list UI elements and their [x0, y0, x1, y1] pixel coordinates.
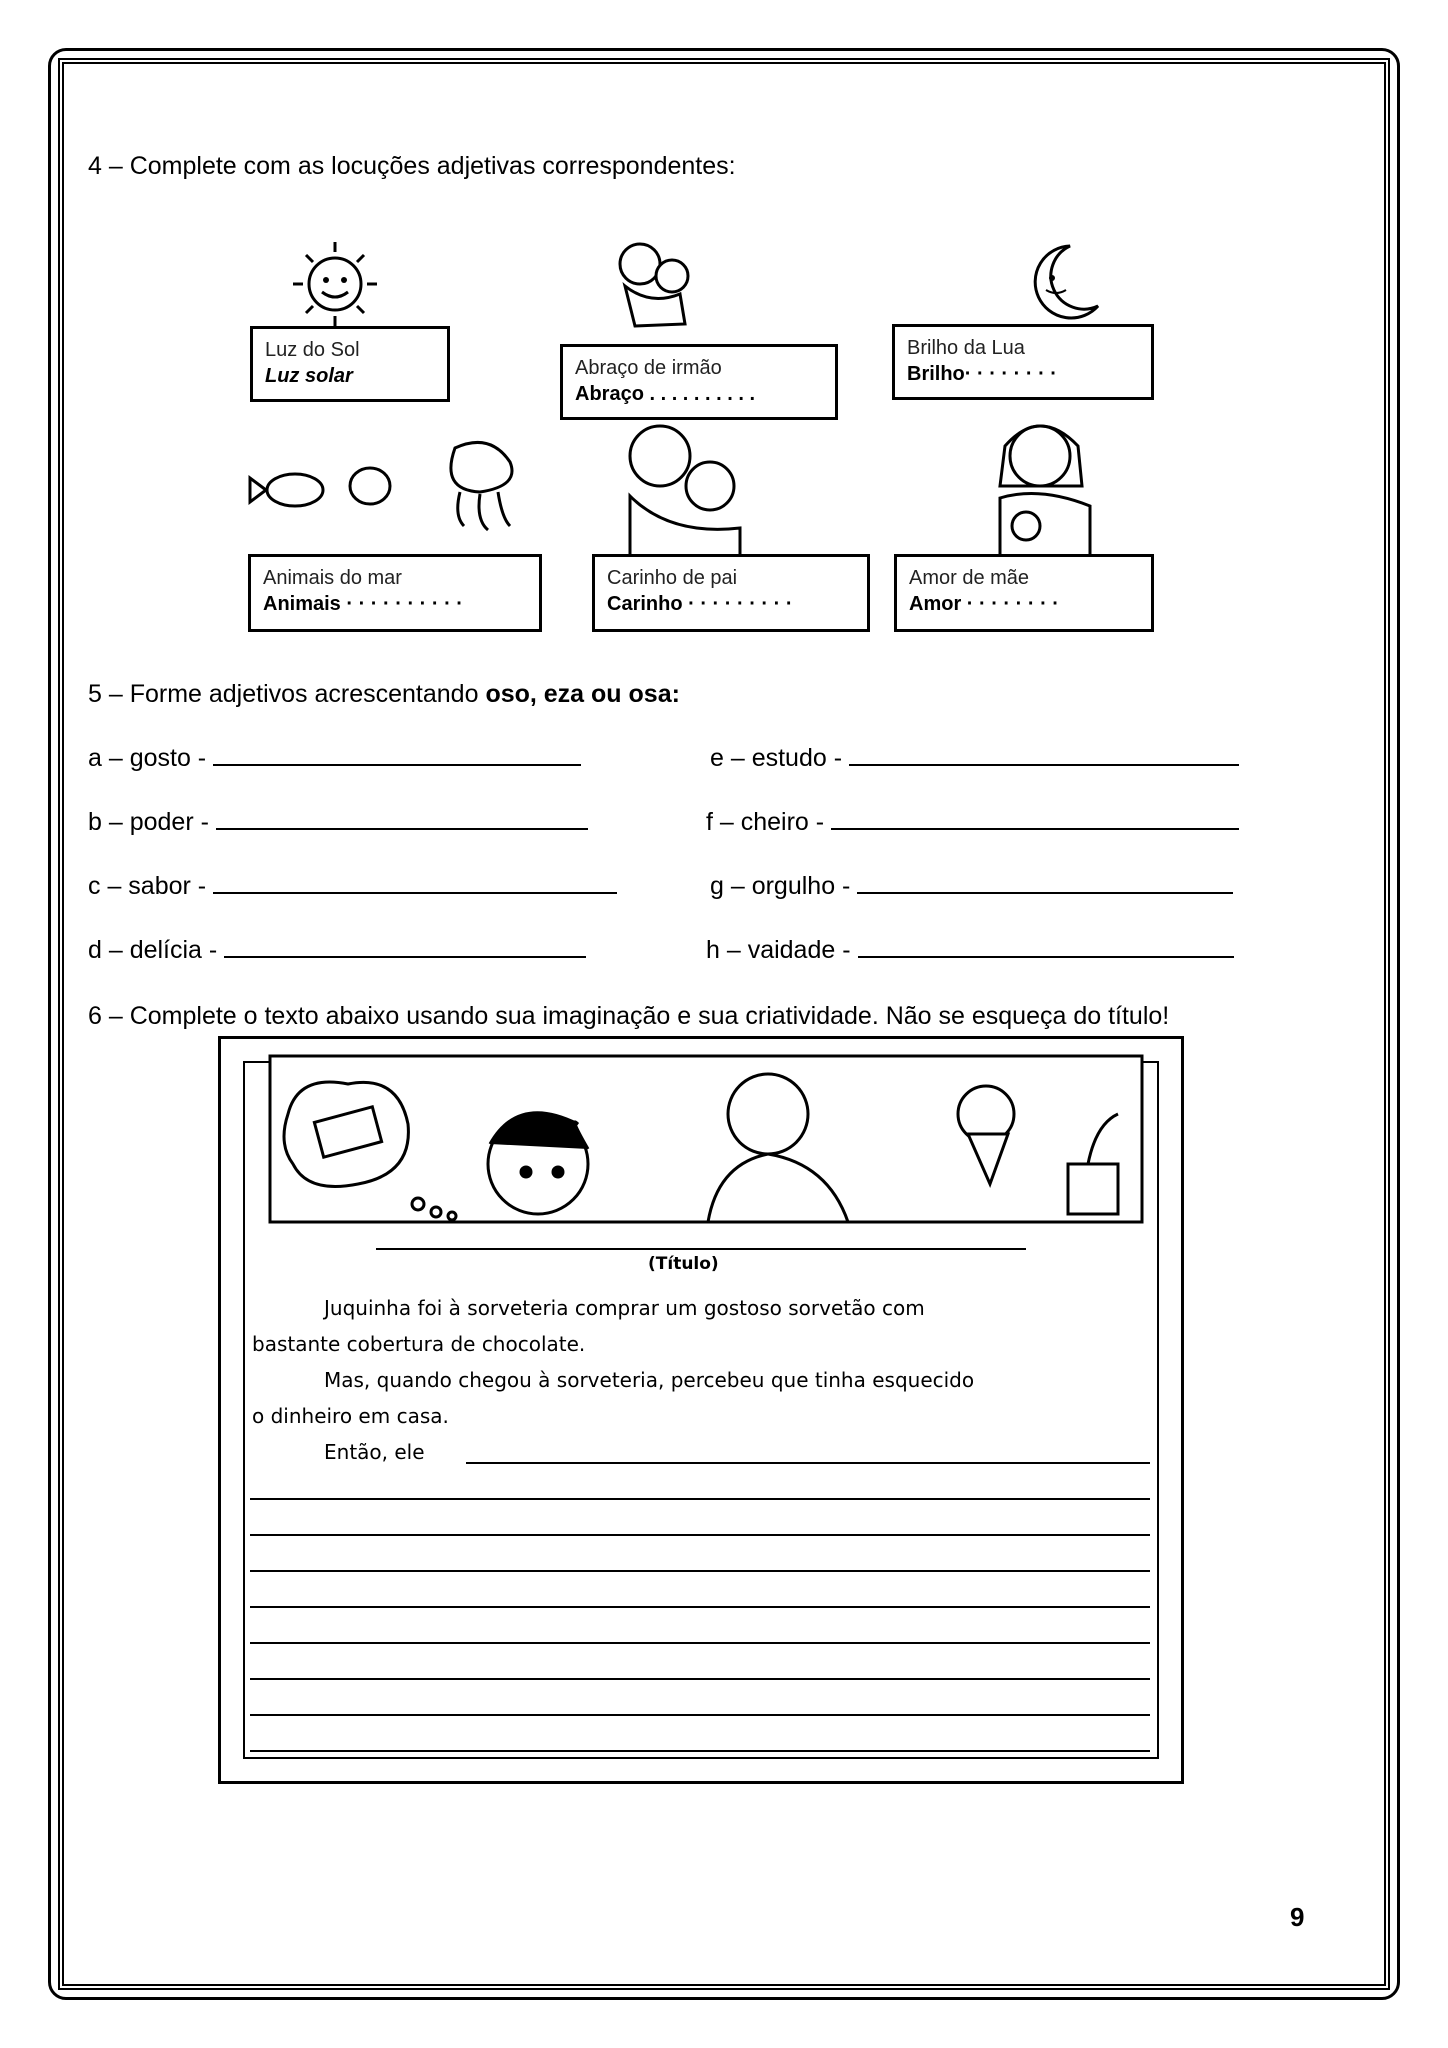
story-paragraph-1b: bastante cobertura de chocolate. [252, 1332, 586, 1356]
card-sun-prompt: Luz do Sol [265, 339, 360, 361]
word-f [706, 808, 1239, 837]
title-label: (Título) [648, 1254, 719, 1274]
card-sea [248, 554, 542, 632]
page-number: 9 [1290, 1902, 1305, 1932]
word-a [88, 744, 581, 773]
word-c-label: c – sabor - [88, 872, 207, 900]
word-c [88, 872, 617, 901]
writing-line[interactable] [250, 1750, 1150, 1752]
moon-icon [1035, 246, 1098, 318]
mother-cat-icon [1000, 426, 1090, 556]
word-d-label: d – delícia - [88, 936, 218, 964]
card-sun [250, 326, 450, 402]
writing-line[interactable] [250, 1642, 1150, 1644]
writing-line[interactable] [250, 1606, 1150, 1608]
story-paragraph-2a: Mas, quando chegou à sorveteria, percebeu que tinha esquecido [324, 1368, 975, 1392]
word-d-blank[interactable] [224, 936, 586, 958]
word-h-blank[interactable] [858, 936, 1234, 958]
sea-animals-icon [250, 442, 512, 530]
card-mother-prompt: Amor de mãe [909, 567, 1030, 589]
card-sea-prompt: Animais do mar [263, 567, 402, 589]
word-g-label: g – orgulho - [710, 872, 851, 900]
card-mother-answer: Amor · · · · · · · · [909, 593, 1059, 615]
word-e-blank[interactable] [849, 744, 1239, 766]
card-father-prompt: Carinho de pai [607, 567, 738, 589]
word-b-blank[interactable] [216, 808, 588, 830]
story-paragraph-2b: o dinheiro em casa. [252, 1404, 449, 1428]
card-moon-answer: Brilho· · · · · · · · [907, 363, 1057, 385]
word-c-blank[interactable] [213, 872, 617, 894]
cartoon-panel [268, 1054, 1144, 1224]
writing-line[interactable] [250, 1678, 1150, 1680]
word-b-label: b – poder - [88, 808, 209, 836]
word-g [710, 872, 1233, 901]
story-paragraph-1a: Juquinha foi à sorveteria comprar um gostoso sorvetão com [324, 1296, 925, 1320]
word-f-blank[interactable] [831, 808, 1239, 830]
word-a-label: a – gosto - [88, 744, 207, 772]
card-sea-answer: Animais · · · · · · · · · · [263, 593, 463, 615]
card-brother-answer: Abraço . . . . . . . . . . [575, 383, 756, 405]
word-f-label: f – cheiro - [706, 808, 825, 836]
card-brother-prompt: Abraço de irmão [575, 357, 722, 379]
word-a-blank[interactable] [213, 744, 581, 766]
writing-line[interactable] [466, 1462, 1150, 1464]
card-sun-answer: Luz solar [265, 365, 353, 387]
question-5 [88, 680, 680, 709]
question-4: 4 – Complete com as locuções adjetivas correspondentes: [88, 152, 736, 180]
word-d [88, 936, 586, 965]
word-e [710, 744, 1239, 773]
question-5-suffixes: oso, eza ou osa: [485, 680, 680, 708]
question-5-text: 5 – Forme adjetivos acrescentando [88, 680, 486, 708]
card-mother [894, 554, 1154, 632]
father-child-icon [630, 426, 740, 556]
card-father [592, 554, 870, 632]
word-g-blank[interactable] [857, 872, 1233, 894]
word-b [88, 808, 588, 837]
title-line[interactable] [376, 1248, 1026, 1250]
writing-line[interactable] [250, 1570, 1150, 1572]
siblings-hug-icon [620, 244, 688, 326]
word-h-label: h – vaidade - [706, 936, 851, 964]
word-h [706, 936, 1234, 965]
sun-icon [293, 242, 377, 326]
boy-icon [488, 1113, 588, 1214]
word-e-label: e – estudo - [710, 744, 843, 772]
question-6: 6 – Complete o texto abaixo usando sua imaginação e sua criatividade. Não se esqueça do título! [88, 1002, 1170, 1030]
card-brother [560, 344, 838, 420]
story-paragraph-3: Então, ele [324, 1440, 425, 1464]
writing-line[interactable] [250, 1534, 1150, 1536]
card-moon [892, 324, 1154, 400]
writing-line[interactable] [250, 1714, 1150, 1716]
card-father-answer: Carinho · · · · · · · · · [607, 593, 793, 615]
card-moon-prompt: Brilho da Lua [907, 337, 1025, 359]
writing-line[interactable] [250, 1498, 1150, 1500]
